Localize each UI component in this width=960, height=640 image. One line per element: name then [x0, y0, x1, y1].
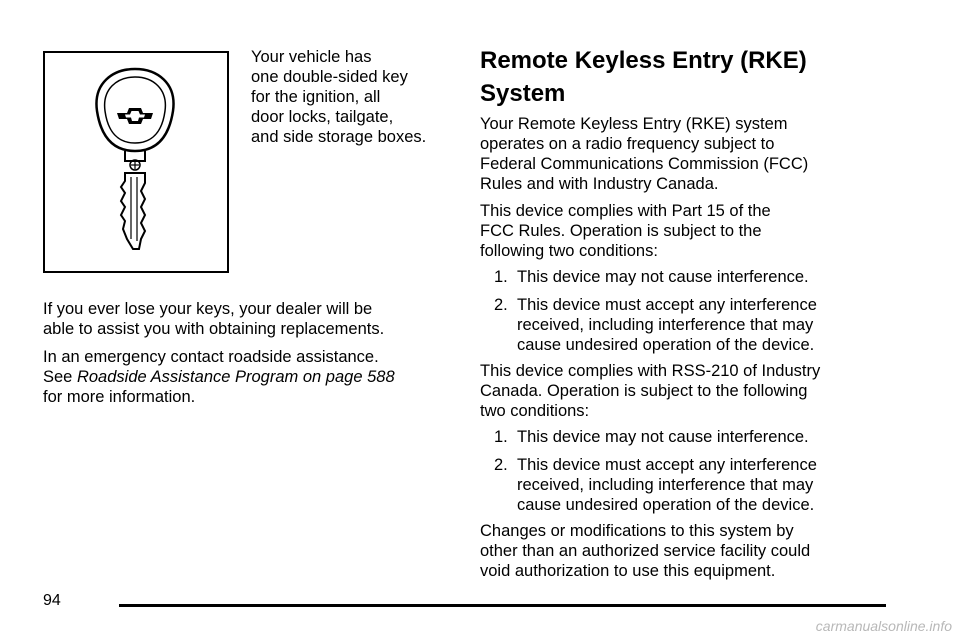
paragraph-line: Federal Communications Commission (FCC) — [480, 155, 809, 173]
list-item — [494, 268, 508, 287]
list-item-text: This device must accept any interference — [517, 296, 817, 314]
list-item-text: cause undesired operation of the device. — [517, 496, 815, 514]
list-number: 1. — [494, 428, 508, 446]
paragraph-line: void authorization to use this equipment. — [480, 562, 776, 580]
intro-line: and side storage boxes. — [251, 128, 427, 146]
intro-line: for the ignition, all — [251, 88, 381, 106]
list-item-text: cause undesired operation of the device. — [517, 336, 815, 354]
paragraph-line: Canada. Operation is subject to the following — [480, 382, 808, 400]
paragraph-line: able to assist you with obtaining replacements. — [43, 320, 385, 338]
section-heading — [480, 44, 880, 110]
paragraph-line: In an emergency contact roadside assistance. — [43, 348, 379, 366]
paragraph-line: This device complies with Part 15 of the — [480, 202, 771, 220]
paragraph-line: operates on a radio frequency subject to — [480, 135, 775, 153]
page-number: 94 — [43, 592, 61, 609]
paragraph-line — [43, 368, 395, 387]
intro-line: Your vehicle has — [251, 48, 372, 66]
roadside-assistance-link[interactable]: Roadside Assistance Program on page 588 — [76, 368, 395, 386]
key-illustration — [43, 51, 229, 273]
intro-line: one double-sided key — [251, 68, 408, 86]
heading-line: System — [480, 80, 566, 107]
watermark: carmanualsonline.info — [815, 618, 952, 634]
paragraph-line: following two conditions: — [480, 242, 658, 260]
list-number: 2. — [494, 456, 508, 474]
paragraph-line: This device complies with RSS-210 of Industry — [480, 362, 821, 380]
paragraph-line: FCC Rules. Operation is subject to the — [480, 222, 762, 240]
list-item — [494, 456, 508, 475]
list-item-text: received, including interference that may — [517, 476, 814, 494]
list-number: 1. — [494, 268, 508, 286]
list-item — [494, 296, 508, 315]
list-item-text: received, including interference that may — [517, 316, 814, 334]
list-item-text: This device may not cause interference. — [517, 268, 809, 286]
paragraph-line: other than an authorized service facility could — [480, 542, 811, 560]
paragraph-line: two conditions: — [480, 402, 590, 420]
see-prefix: See — [43, 368, 77, 386]
list-number: 2. — [494, 296, 508, 314]
list-item — [494, 428, 508, 447]
list-item-text: This device must accept any interference — [517, 456, 817, 474]
list-item-text: This device may not cause interference. — [517, 428, 809, 446]
paragraph-line: for more information. — [43, 388, 196, 406]
key-icon — [45, 53, 231, 275]
paragraph-line: Your Remote Keyless Entry (RKE) system — [480, 115, 788, 133]
footer-rule — [119, 604, 886, 607]
heading-line: Remote Keyless Entry (RKE) — [480, 47, 807, 74]
paragraph-line: If you ever lose your keys, your dealer will be — [43, 300, 373, 318]
paragraph-line: Rules and with Industry Canada. — [480, 175, 719, 193]
paragraph-line: Changes or modifications to this system by — [480, 522, 794, 540]
intro-line: door locks, tailgate, — [251, 108, 394, 126]
